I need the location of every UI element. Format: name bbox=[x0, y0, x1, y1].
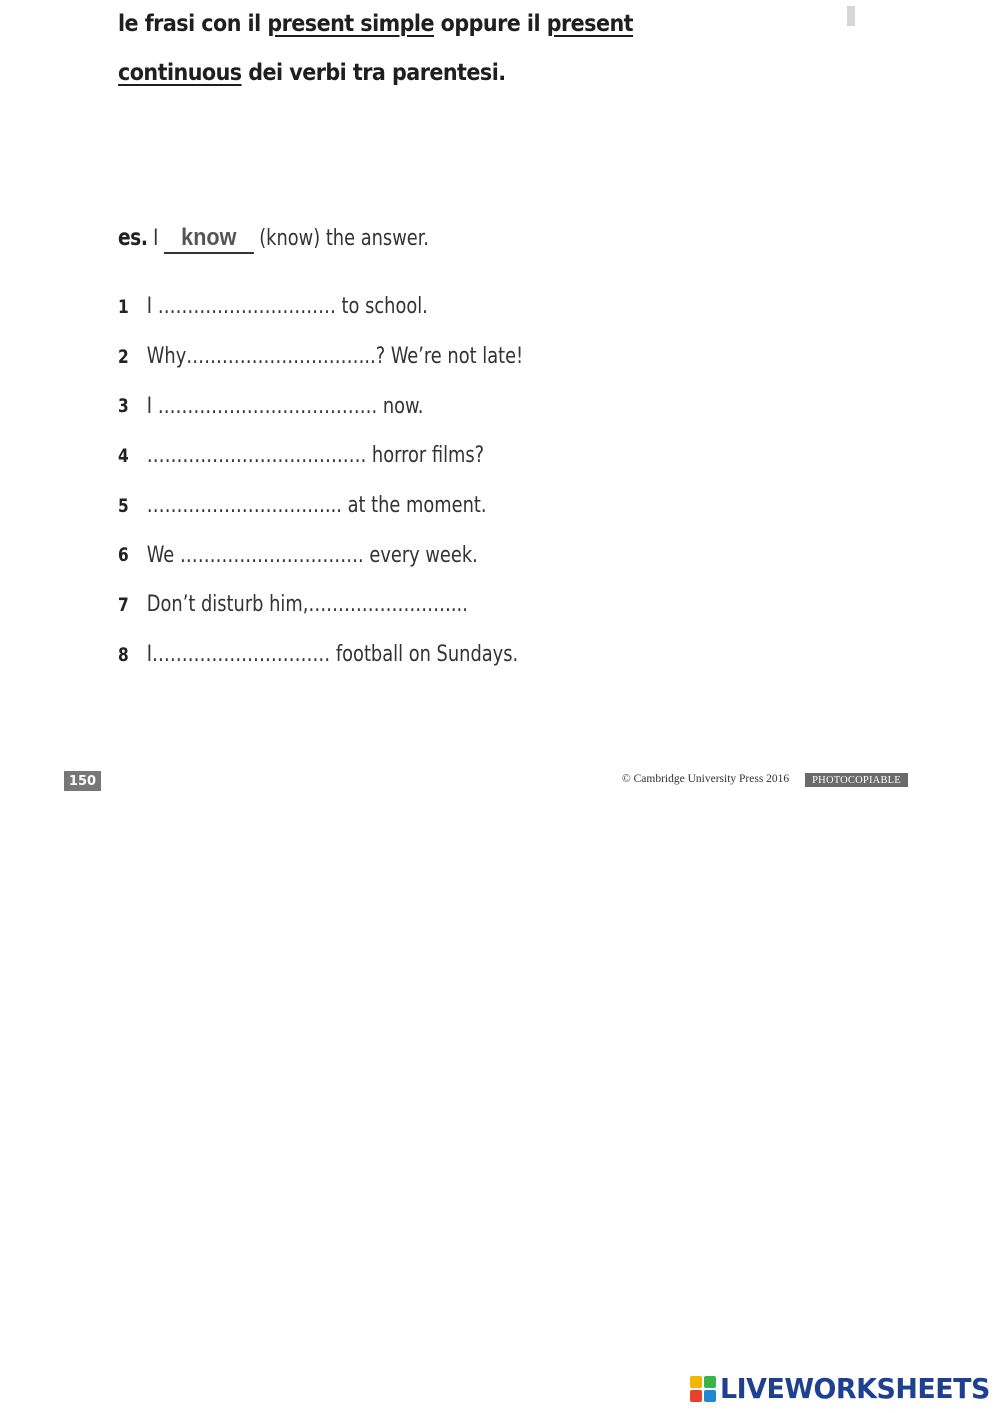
page-number: 150 bbox=[64, 771, 101, 791]
instructions-text: le frasi con il bbox=[118, 11, 268, 37]
instructions bbox=[118, 0, 694, 98]
exercise-item bbox=[118, 481, 523, 531]
example-answer: know bbox=[164, 224, 254, 254]
item-text[interactable]: Don’t disturb him,……………………... bbox=[146, 592, 468, 618]
liveworksheets-logo-text: LIVEWORKSHEETS bbox=[720, 1372, 990, 1405]
item-text[interactable]: ………………………………. horror films? bbox=[146, 443, 485, 469]
item-text[interactable]: Why…………………………..? We’re not late! bbox=[146, 344, 524, 370]
item-text[interactable]: I ………………………… to school. bbox=[146, 294, 428, 320]
exercise-list bbox=[118, 282, 568, 680]
item-number: 8 bbox=[118, 643, 129, 666]
item-number: 3 bbox=[118, 395, 129, 418]
item-number: 7 bbox=[118, 593, 129, 616]
instructions-underlined-continuous: continuous bbox=[118, 60, 242, 86]
item-text[interactable]: I ………………………………. now. bbox=[146, 393, 424, 419]
item-text[interactable]: I………………………… football on Sundays. bbox=[146, 642, 519, 668]
liveworksheets-logo[interactable] bbox=[690, 1372, 999, 1405]
item-number: 6 bbox=[118, 544, 129, 567]
exercise-item bbox=[118, 630, 523, 680]
item-number: 5 bbox=[118, 494, 129, 517]
example-label: es. bbox=[118, 225, 148, 251]
exercise-item bbox=[118, 530, 523, 580]
photocopiable-badge: PHOTOCOPIABLE bbox=[805, 773, 908, 787]
instructions-line-2 bbox=[118, 49, 694, 98]
exercise-item bbox=[118, 381, 523, 431]
instructions-underlined-present: present bbox=[546, 11, 634, 37]
exercise-item bbox=[118, 580, 523, 630]
item-text[interactable]: …………………………... at the moment. bbox=[146, 493, 487, 519]
liveworksheets-logo-icon bbox=[690, 1376, 716, 1402]
exercise-item bbox=[118, 431, 523, 481]
instructions-line-1 bbox=[118, 0, 694, 49]
item-text[interactable]: We …………………………. every week. bbox=[146, 542, 478, 568]
example-subject: I bbox=[153, 226, 159, 251]
item-number: 1 bbox=[118, 295, 129, 318]
item-number: 2 bbox=[118, 345, 129, 368]
corner-mark bbox=[847, 6, 855, 26]
instructions-underlined-present-simple: present simple bbox=[267, 11, 434, 37]
item-number: 4 bbox=[118, 444, 129, 467]
example-rest: (know) the answer. bbox=[259, 226, 429, 251]
instructions-text: dei verbi tra parentesi. bbox=[241, 60, 506, 86]
example-sentence bbox=[118, 224, 429, 264]
exercise-item bbox=[118, 282, 523, 332]
exercise-item bbox=[118, 332, 523, 382]
instructions-text: oppure il bbox=[433, 11, 547, 37]
copyright-notice: © Cambridge University Press 2016 bbox=[622, 773, 790, 785]
